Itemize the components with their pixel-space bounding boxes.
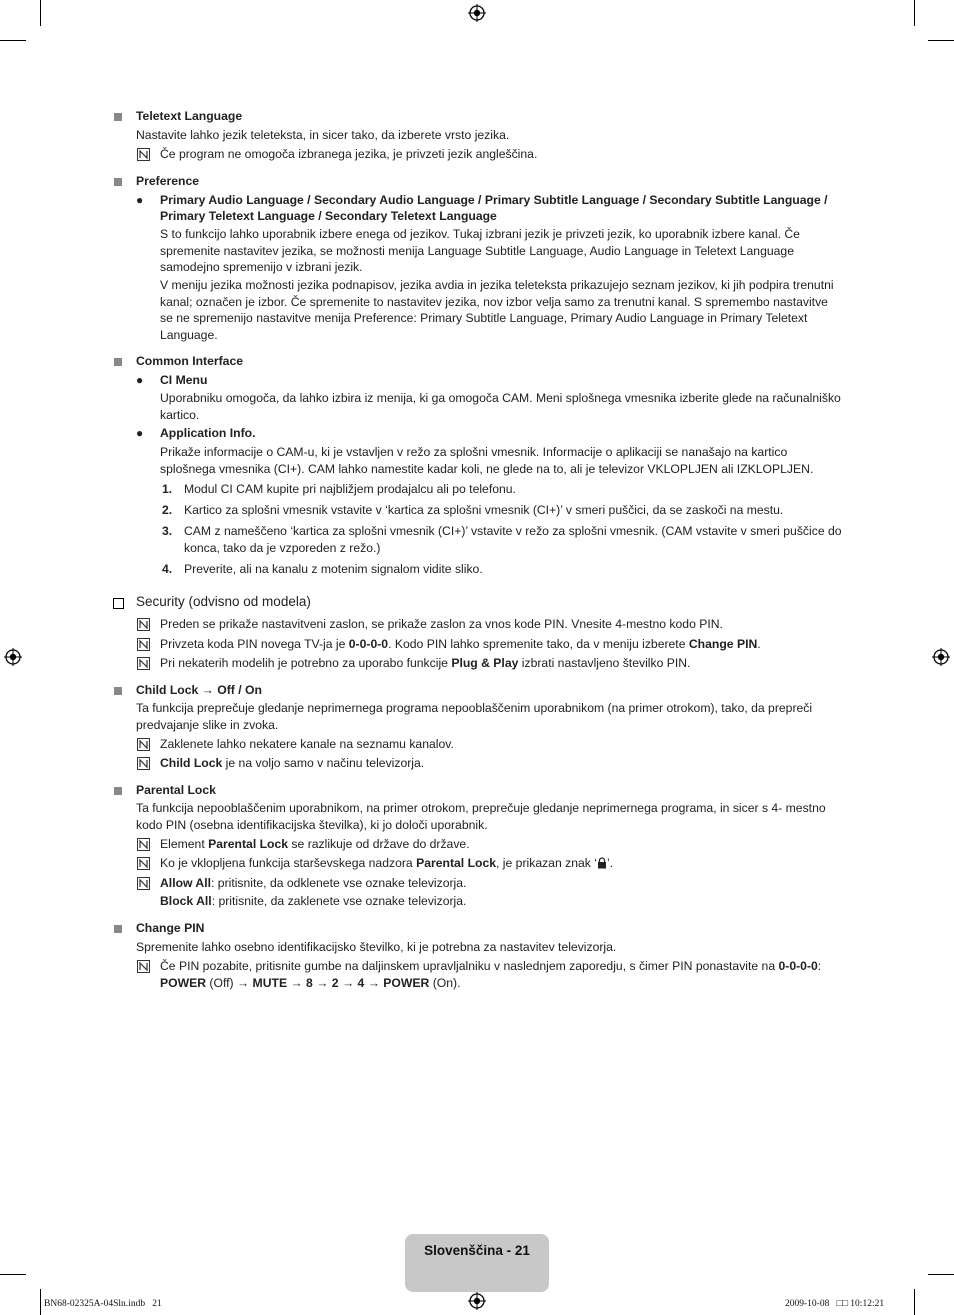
parental-lock-heading: Parental Lock bbox=[136, 783, 216, 797]
security-note-1: Preden se prikaže nastavitveni zaslon, se prikaže zaslon za vnos kode PIN. Vnesite 4-mestno kodo PIN. bbox=[160, 617, 723, 631]
crop-mark bbox=[914, 0, 915, 26]
application-info-title: Application Info. bbox=[160, 426, 256, 440]
step-text: Kartico za splošni vmesnik vstavite v ‘kartica za splošni vmesnik (CI+)’ v smeri puščici, da se zaskoči na mestu. bbox=[184, 503, 784, 517]
parental-lock-body: Ta funkcija nepooblaščenim uporabnikom, na primer otrokom, preprečuje gledanje neprimernega programa, in sicer s 4- mestno kodo PIN (osebna identifikacijska številka), ki jo določi uporabnik. bbox=[136, 801, 826, 832]
step-text: Preverite, ali na kanalu z motenim signalom vidite sliko. bbox=[184, 562, 483, 576]
note-icon bbox=[137, 838, 150, 851]
step-text: Modul CI CAM kupite pri najbližjem prodajalcu ali po telefonu. bbox=[184, 482, 516, 496]
step-number: 4. bbox=[162, 562, 173, 576]
note-icon bbox=[137, 657, 150, 670]
teletext-language-heading: Teletext Language bbox=[136, 109, 243, 123]
child-lock-body: Ta funkcija preprečuje gledanje neprimernega programa nepooblaščenim uporabnikom (na primer otrokom), tako, da prepreči predvajanje slike in zvoka. bbox=[136, 701, 813, 732]
registration-mark-icon bbox=[4, 648, 22, 666]
teletext-language-body: Nastavite lahko jezik teleteksta, in sicer tako, da izberete vrsto jezika. bbox=[136, 128, 510, 142]
preference-paragraph-2: V meniju jezika možnosti jezika podnapisov, jezika avdia in jezika teleteksta prikazujejo seznam jezikov, ki jih podpira trenutni kanal; označen je izbor. Če spremenite to nastavitev jezika, nov izbor velja samo za trenutni kanal. S spremembo nastavitve se ne spremenijo nastavitve menija Preference: Primary Subtitle Language, Primary Audio Language in Primary Teletext Language. bbox=[160, 278, 834, 342]
security-note-2: Privzeta koda PIN novega TV-ja je 0-0-0-0. Kodo PIN lahko spremenite tako, da v meniju izberete Change PIN. bbox=[160, 637, 761, 651]
crop-mark bbox=[0, 1274, 26, 1275]
child-lock-note-1: Zaklenete lahko nekatere kanale na seznamu kanalov. bbox=[160, 737, 454, 751]
note-icon bbox=[137, 757, 150, 770]
security-heading: Security (odvisno od modela) bbox=[136, 594, 311, 609]
ci-menu-body: Uporabniku omogoča, da lahko izbira iz menija, ki ga omogoča CAM. Meni splošnega vmesnika izberite glede na računalniško kartico. bbox=[160, 391, 841, 422]
section-square-icon bbox=[114, 787, 122, 795]
child-lock-heading: Child Lock → Off / On bbox=[136, 683, 262, 697]
section-square-icon bbox=[114, 358, 122, 366]
crop-mark bbox=[928, 40, 954, 41]
application-info-body: Prikaže informacije o CAM-u, ki je vstavljen v režo za splošni vmesnik. Informacije o aplikaciji se nanašajo na kartico splošnega vmesnika (CI+). CAM lahko namestite kadar koli, ne glede na to, ali je televizor VKLOPLJEN ali IZKLOPLJEN. bbox=[160, 445, 814, 476]
section-square-icon bbox=[114, 687, 122, 695]
note-icon bbox=[137, 857, 150, 870]
note-icon bbox=[137, 638, 150, 651]
bullet-dot: ● bbox=[136, 193, 144, 207]
change-pin-sequence: POWER (Off) → MUTE → 8 → 2 → 4 → POWER (On). bbox=[160, 976, 461, 990]
change-pin-heading: Change PIN bbox=[136, 921, 205, 935]
preference-heading: Preference bbox=[136, 174, 200, 188]
parental-lock-note-2: Ko je vklopljena funkcija starševskega nadzora Parental Lock, je prikazan znak ‘ ’. bbox=[160, 856, 614, 870]
crop-mark bbox=[914, 1289, 915, 1315]
change-pin-body: Spremenite lahko osebno identifikacijsko številko, ki je potrebna za nastavitev televizorja. bbox=[136, 940, 617, 954]
note-icon bbox=[137, 618, 150, 631]
page-number-label: Slovenščina - 21 bbox=[424, 1243, 530, 1258]
registration-mark-icon bbox=[468, 1292, 486, 1310]
subsection-checkbox-icon bbox=[113, 598, 124, 609]
change-pin-note: Če PIN pozabite, pritisnite gumbe na daljinskem upravljalniku v naslednjem zaporedju, s čimer PIN ponastavite na 0-0-0-0: bbox=[160, 959, 822, 973]
registration-mark-icon bbox=[932, 648, 950, 666]
teletext-language-note: Če program ne omogoča izbranega jezika, je privzeti jezik angleščina. bbox=[160, 147, 538, 161]
crop-mark bbox=[928, 1274, 954, 1275]
child-lock-note-2: Child Lock je na voljo samo v načinu televizorja. bbox=[160, 756, 425, 770]
note-icon bbox=[137, 738, 150, 751]
lock-icon bbox=[597, 857, 607, 869]
step-number: 3. bbox=[162, 524, 173, 538]
parental-lock-note-3: Allow All: pritisnite, da odklenete vse oznake televizorja. bbox=[160, 876, 467, 890]
crop-mark bbox=[40, 1289, 41, 1315]
crop-mark bbox=[0, 40, 26, 41]
parental-lock-note-4: Block All: pritisnite, da zaklenete vse oznake televizorja. bbox=[160, 894, 467, 908]
bullet-dot: ● bbox=[136, 373, 144, 387]
step-number: 1. bbox=[162, 482, 173, 496]
ci-menu-title: CI Menu bbox=[160, 373, 208, 387]
step-text: CAM z nameščeno ‘kartica za splošni vmesnik (CI+)’ vstavite v režo za splošni vmesnik. (CAM vstavite v smeri puščice do konca, tako da je vzporeden z režo.) bbox=[184, 524, 842, 555]
print-timestamp: 2009-10-08 □□ 10:12:21 bbox=[785, 1299, 885, 1309]
bullet-dot: ● bbox=[136, 426, 144, 440]
preference-bullet-title-1: Primary Audio Language / Secondary Audio Language / Primary Subtitle Language / Secondary Subtitle Language / bbox=[160, 193, 828, 207]
section-square-icon bbox=[114, 113, 122, 121]
file-info: BN68-02325A-04Sln.indb 21 bbox=[44, 1299, 162, 1309]
registration-mark-icon bbox=[468, 4, 486, 22]
note-icon bbox=[137, 960, 150, 973]
note-icon bbox=[137, 148, 150, 161]
section-square-icon bbox=[114, 925, 122, 933]
common-interface-heading: Common Interface bbox=[136, 354, 243, 368]
preference-bullet-title-2: Primary Teletext Language / Secondary Teletext Language bbox=[160, 209, 497, 223]
step-number: 2. bbox=[162, 503, 173, 517]
parental-lock-note-1: Element Parental Lock se razlikuje od države do države. bbox=[160, 837, 470, 851]
preference-paragraph-1: S to funkcijo lahko uporabnik izbere enega od jezikov. Tukaj izbrani jezik je privzeti jezik, ko uporabnik izbere kanal. Če spremenite nastavitev jezika, se možnosti menija Language Subtitle Language, Audio Language in Teletext Language samodejno spremenijo v izbrani jezik. bbox=[160, 227, 800, 274]
note-icon bbox=[137, 877, 150, 890]
crop-mark bbox=[40, 0, 41, 26]
section-square-icon bbox=[114, 178, 122, 186]
security-note-3: Pri nekaterih modelih je potrebno za uporabo funkcije Plug & Play izbrati nastavljeno številko PIN. bbox=[160, 656, 691, 670]
